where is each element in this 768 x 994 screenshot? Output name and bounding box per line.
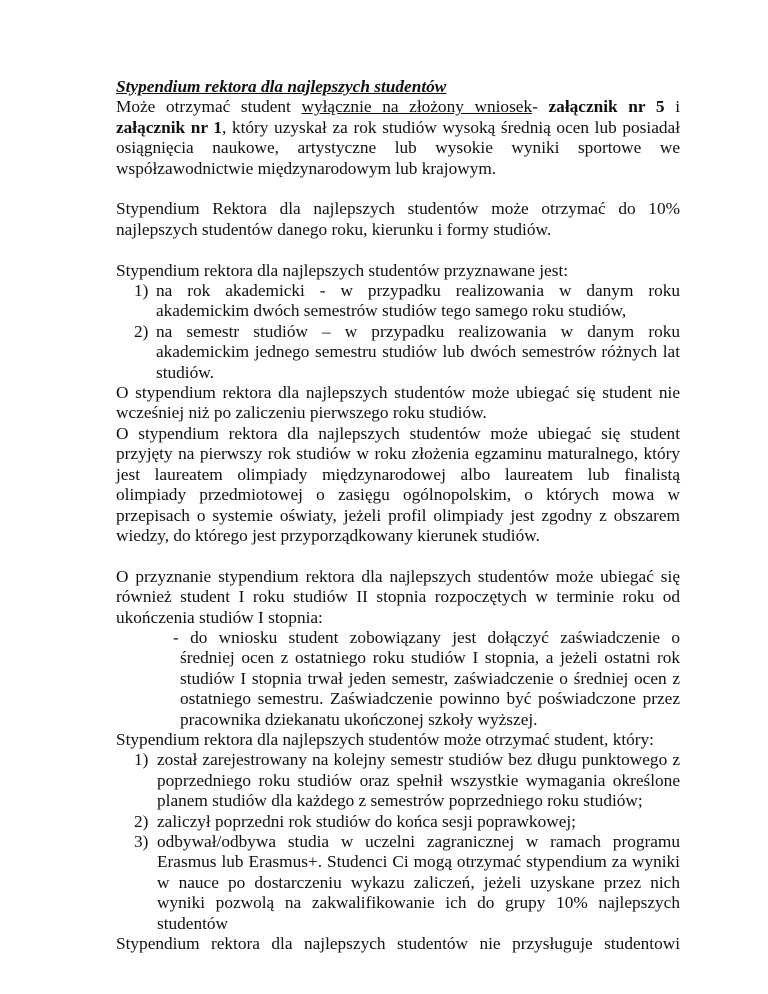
paragraph-second-degree: O przyznanie stypendium rektora dla najlepszych studentów może ubiegać się również student I roku studiów II stopnia rozpoczętych w terminie roku od ukończenia studiów I stopnia: bbox=[116, 566, 680, 627]
conditions-list bbox=[116, 750, 680, 934]
document-page bbox=[116, 77, 680, 954]
list-item-number: 1) bbox=[134, 281, 149, 301]
p1-text-c: i bbox=[664, 97, 680, 117]
paragraph-certificate: - do wniosku student zobowiązany jest dołączyć zaświadczenie o średniej ocen z ostatniego roku studiów I stopnia, a jeżeli ostatni rok studiów I stopnia trwał jeden semestr, zaświadczenie o średniej ocen z ostatniego semestru. Zaświadczenie powinno być poświadczone przez pracownika dziekanatu ukończonej szkoły wyższej. bbox=[173, 627, 680, 729]
p1-text-a: Może otrzymać student bbox=[116, 97, 302, 117]
document-title: Stypendium rektora dla najlepszych studentów bbox=[116, 77, 447, 96]
paragraph-olympiad: O stypendium rektora dla najlepszych studentów może ubiegać się student przyjęty na pierwszy rok studiów w roku złożenia egzaminu maturalnego, który jest laureatem olimpiady międzynarodowej albo laureatem lub finalistą olimpiady przedmiotowej o zasięgu ogólnopolskim, o których mowa w przepisach o systemie oświaty, jeżeli profil olimpiady jest zgodny z obszarem wiedzy, do którego jest przyporządkowany kierunek studiów. bbox=[116, 423, 680, 545]
list-item bbox=[134, 812, 680, 832]
paragraph-after-first-year: O stypendium rektora dla najlepszych studentów może ubiegać się student nie wcześniej niż po zaliczeniu pierwszego roku studiów. bbox=[116, 383, 680, 423]
p1-underlined: wyłącznie na złożony wniosek bbox=[301, 97, 533, 117]
p1-attachment-1: załącznik nr 1 bbox=[116, 117, 222, 137]
p1-text-b: - bbox=[532, 97, 549, 117]
list-item-number: 1) bbox=[134, 750, 149, 770]
spacer bbox=[116, 240, 680, 260]
list-item-text: odbywał/odbywa studia w uczelni zagranicznej w ramach programu Erasmus lub Erasmus+. Studenci Ci mogą otrzymać stypendium za wyniki w nauce po dostarczeniu wykazu zaliczeń, jeżeli uzyskane przez nich wyniki pozwolą na zakwalifikowanie ich do grupy 10% najlepszych studentów bbox=[157, 831, 680, 933]
list-item bbox=[134, 832, 680, 934]
list-item-text: zaliczył poprzedni rok studiów do końca sesji poprawkowej; bbox=[157, 811, 576, 831]
list-item bbox=[134, 322, 680, 383]
p1-text-d: , który uzyskał za rok studiów wysoką średnią ocen lub posiadał osiągnięcia naukowe, artystyczne lub wysokie wyniki sportowe we współzawodnictwie międzynarodowym lub krajowym. bbox=[116, 117, 680, 178]
p1-attachment-5: załącznik nr 5 bbox=[548, 97, 665, 117]
paragraph-eligibility bbox=[116, 97, 680, 179]
list-item-number: 2) bbox=[134, 811, 149, 831]
list-item-number: 2) bbox=[134, 321, 149, 341]
paragraph-conditions: Stypendium rektora dla najlepszych studentów może otrzymać student, który: bbox=[116, 729, 654, 749]
list-item bbox=[134, 281, 680, 322]
paragraph-ten-percent: Stypendium Rektora dla najlepszych studentów może otrzymać do 10% najlepszych studentów danego roku, kierunku i formy studiów. bbox=[116, 199, 680, 239]
paragraph-granted-for: Stypendium rektora dla najlepszych studentów przyznawane jest: bbox=[116, 260, 569, 280]
list-item-number: 3) bbox=[134, 831, 149, 851]
list-item-text: na semestr studiów – w przypadku realizowania w danym roku akademickim jednego semestru studiów lub dwóch semestrów różnych lat studiów. bbox=[156, 321, 680, 382]
spacer bbox=[116, 546, 680, 566]
list-item-text: został zarejestrowany na kolejny semestr studiów bez długu punktowego z poprzedniego roku studiów oraz spełnił wszystkie wymagania określone planem studiów dla każdego z semestrów poprzedniego roku studiów; bbox=[157, 750, 680, 811]
list-item-text: na rok akademicki - w przypadku realizowania w danym roku akademickim dwóch semestrów studiów tego samego roku studiów, bbox=[156, 281, 680, 321]
spacer bbox=[116, 179, 680, 199]
list-item bbox=[134, 750, 680, 811]
granted-for-list bbox=[116, 281, 680, 383]
paragraph-not-eligible: Stypendium rektora dla najlepszych studentów nie przysługuje studentowi bbox=[116, 934, 680, 954]
